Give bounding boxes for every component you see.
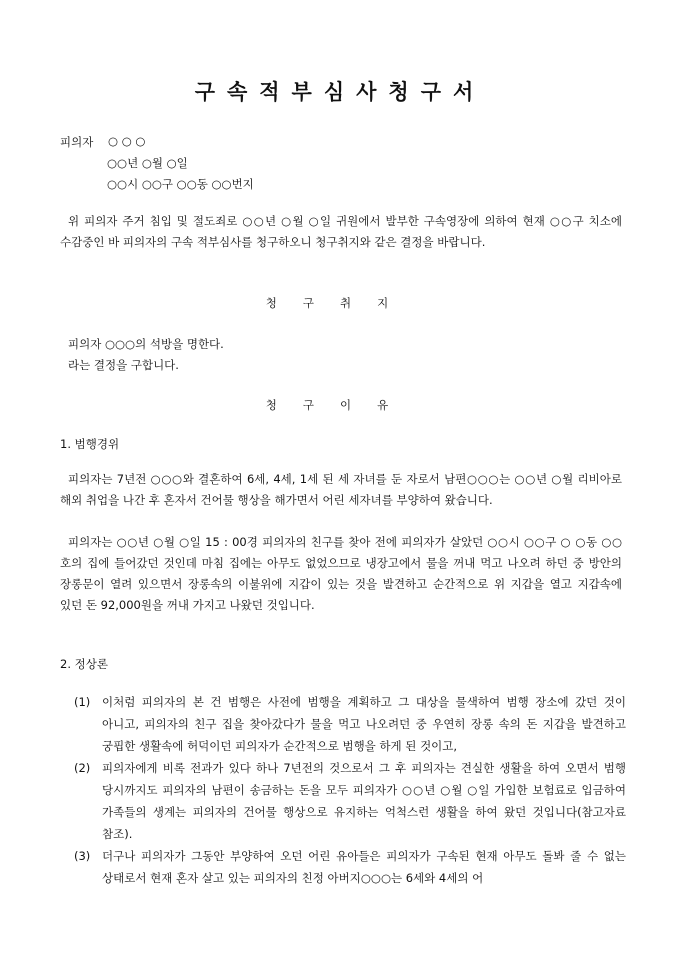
section-2-heading: 2. 정상론 — [60, 657, 108, 671]
intro-paragraph: 위 피의자 주거 침입 및 절도죄로 ○○년 ○월 ○일 귀원에서 발부한 구속영장에 의하여 현재 ○○구 치소에 수감중인 바 피의자의 구속 적부심사를 청구하오니 청구취지와 같은 결정을 바랍니다. — [60, 214, 622, 249]
list-item — [74, 691, 626, 757]
list-item-text: 피의자에게 비록 전과가 있다 하나 7년전의 것으로서 그 후 피의자는 견실한 생활을 하여 오면서 범행 당시까지도 피의자의 남편이 송금하는 돈을 모두 피의자가 ○○년 ○월 ○일 가입한 보험료로 입금하여 가족들의 생계는 피의자의 건어물 행상으로 유지하는 억척스런 생활을 하여 왔던 것입니다(참고자료 참조). — [102, 761, 626, 841]
purpose-heading: 청구취지 — [265, 296, 415, 310]
list-item — [74, 845, 626, 889]
purpose-line-2: 라는 결정을 구합니다. — [68, 358, 179, 372]
section-1-paragraph-1: 피의자는 7년전 ○○○와 결혼하여 6세, 4세, 1세 된 세 자녀를 둔 자로서 남편○○○는 ○○년 ○월 리비아로 해외 취업을 나간 후 혼자서 건어물 행상을 해가면서 어린 세자녀를 부양하여 왔습니다. — [60, 472, 622, 507]
document-title: 구속적부심사청구서 — [194, 79, 486, 104]
list-item-text: 이처럼 피의자의 본 건 범행은 사전에 범행을 계획하고 그 대상을 물색하여 범행 장소에 갔던 것이 아니고, 피의자의 친구 집을 찾아갔다가 물을 먹고 나오려던 중 우연히 장롱 속의 돈 지갑을 발견하고 궁핍한 생활속에 허덕이던 피의자가 순간적으로 범행을 하게 된 것이고, — [102, 695, 626, 753]
list-item-number: (2) — [74, 761, 91, 775]
suspect-address: ○○시 ○○구 ○○동 ○○번지 — [107, 177, 254, 191]
section-1-heading: 1. 범행경위 — [60, 437, 120, 451]
purpose-line-1: 피의자 ○○○의 석방을 명한다. — [68, 337, 224, 351]
suspect-name: ○ ○ ○ — [108, 134, 146, 148]
section-1-paragraph-2: 피의자는 ○○년 ○월 ○일 15 : 00경 피의자의 친구를 찾아 전에 피의자가 살았던 ○○시 ○○구 ○ ○동 ○○호의 집에 들어갔던 것인데 마침 집에는 아무도 없었으므로 냉장고에서 물을 꺼내 먹고 나오려 하던 중 방안의 장롱문이 열려 있으면서 장롱속의 이불위에 지갑이 있는 것을 발견하고 순간적으로 위 지갑을 열고 지갑속에 있던 돈 92,000원을 꺼내 가지고 나왔던 것입니다. — [60, 535, 622, 612]
list-item-number: (3) — [74, 849, 91, 863]
suspect-label: 피의자 — [60, 135, 94, 149]
suspect-birthdate: ○○년 ○월 ○일 — [107, 156, 188, 170]
list-item-number: (1) — [74, 695, 91, 709]
reason-heading: 청구이유 — [265, 398, 415, 412]
list-item-text: 더구나 피의자가 그동안 부양하여 오던 어린 유아들은 피의자가 구속된 현재 아무도 돌봐 줄 수 없는 상태로서 현재 혼자 살고 있는 피의자의 친정 아버지○○○는 6세와 4세의 어 — [102, 849, 626, 885]
list-item — [74, 757, 626, 845]
